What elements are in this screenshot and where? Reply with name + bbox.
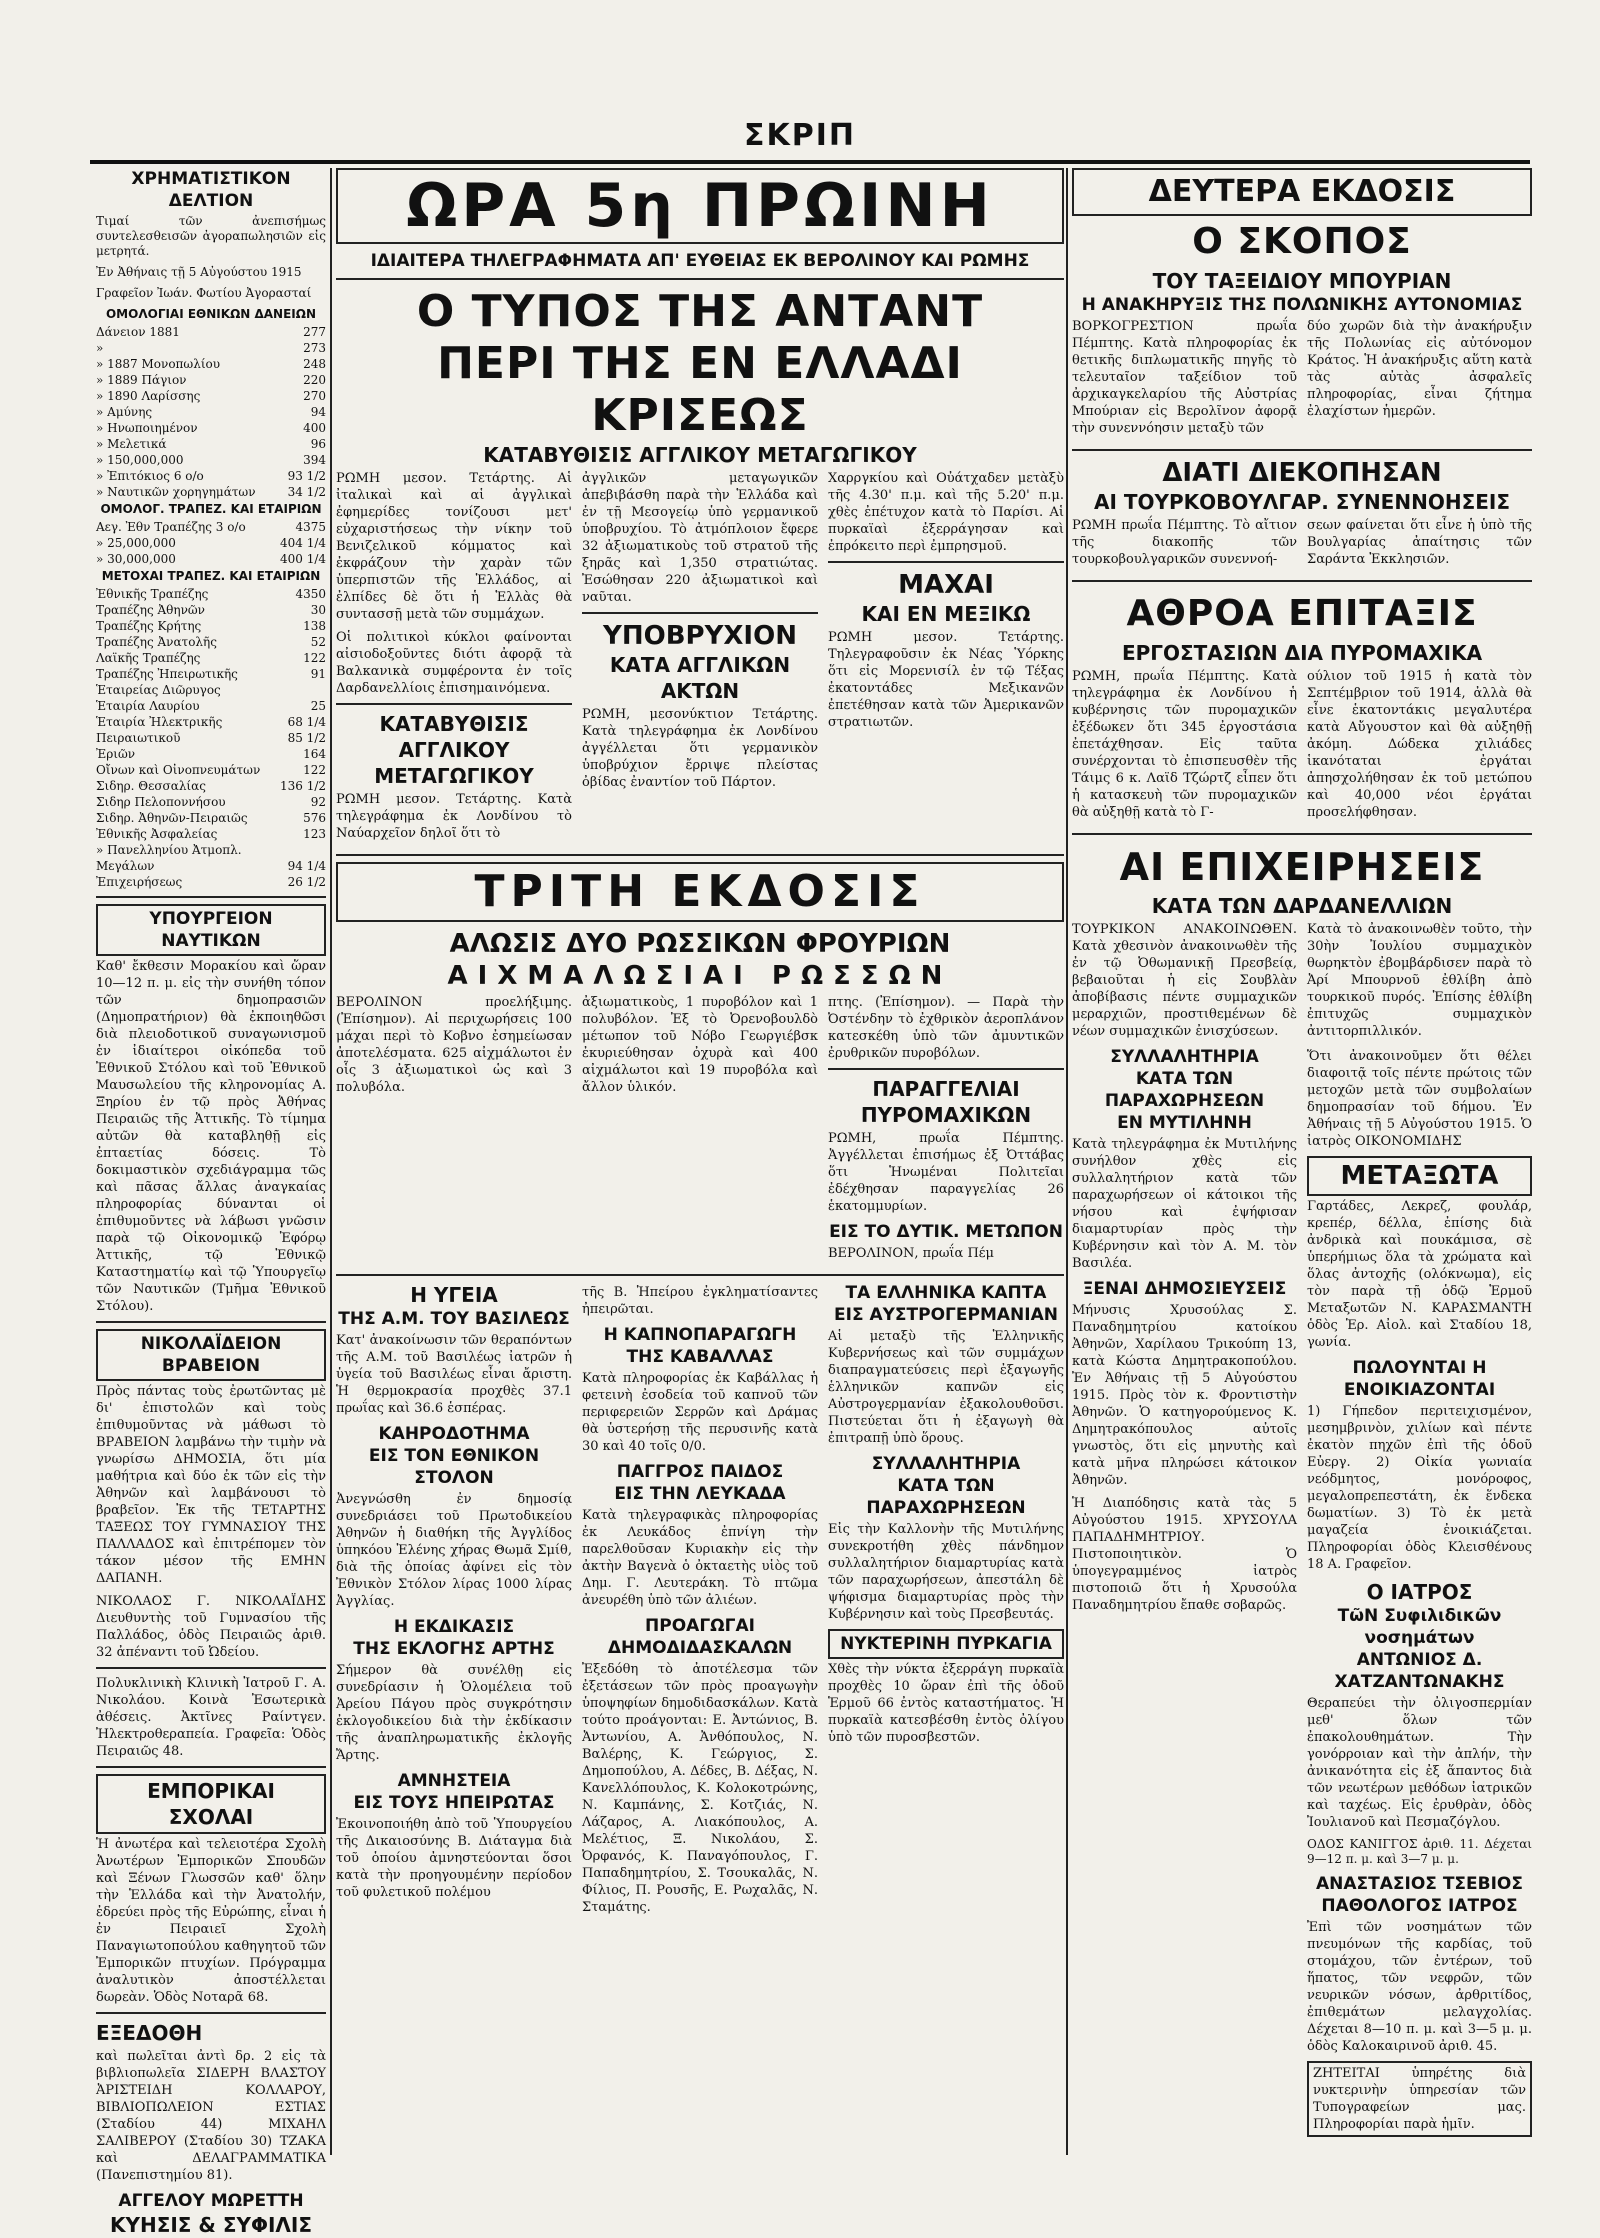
headline-nykteriini: ΝΥΚΤΕΡΙΝΗ ΠΥΡΚΑΓΙΑ (828, 1629, 1064, 1659)
table-row: Αεγ. Ἐθν Τραπέζης 3 ο/ο 4375 (96, 520, 326, 534)
headline-proagogai: ΠΡΟΑΓΩΓΑΙ (645, 1616, 755, 1636)
table-row: Ἐριῶν 164 (96, 747, 326, 761)
headline-paraggeliai2: ΠΥΡΟΜΑΧΙΚΩΝ (860, 1103, 1032, 1127)
article-text: Κατὰ τηλεγραφικὰς πληροφορίας ἐκ Λευκάδος ἐπνίγη τὴν παρελθοῦσαν Κυριακὴν εἰς τὴν ἀκτὴν Βαγενὰ ὁ ὀκταετὴς υἱὸς τοῦ Δημ. Γ. Λευτεράκη. Τὸ πτῶμα ἀνευρέθη ὑπὸ τῶν ἀλιέων. (582, 1508, 818, 1608)
article-text: ΡΩΜΗ, πρωΐα Πέμπτης. Κατὰ τηλεγράφημα ἐκ Λονδίνου ἡ κυβέρνησις τῶν πυρομαχικῶν ἐξέδωκεν ὅτι 345 ἐργοστάσια ἐπετάχθησαν. Εἰς ταῦτα συνέρχονται τὸ ἐπισπευσθὲν τῆς Τάιμς 6 κ. Λαϊδ Τζώρτζ εἶπεν ὅτι ἡ κατασκευὴ τῶν πυρομαχικῶν θὰ αὐξηθῇ κατὰ τὸ Γ- (1072, 669, 1297, 820)
schools-title: ΕΜΠΟΡΙΚΑΙ ΣΧΟΛΑΙ (96, 1774, 326, 1834)
headline-xenai: ΞΕΝΑΙ ΔΗΜΟΣΙΕΥΣΕΙΣ (1082, 1279, 1287, 1299)
article-text: Χαρργκίου καὶ Οὐάτχαδεν μετὰξὺ τῆς 4.30' π.μ. καὶ τῆς 5.20' π.μ. χθὲς ἐπέτυχον κατὰ τὸ Παρίσι. Αἱ πυρκαϊαὶ ἐξερράγησαν καὶ ἐπρόκειτο περὶ ἐμπρησμοῦ. (828, 471, 1064, 554)
ad-kyisis: ΚΥΗΣΙΣ & ΣΥΦΙΛΙΣ (109, 2213, 313, 2237)
headline-diati: ΔΙΑΤΙ ΔΙΕΚΟΠΗΣΑΝ (1162, 458, 1442, 488)
ad-angelou: ΑΓΓΕΛΟΥ ΜΩΡΕΤΤΗ (118, 2191, 304, 2211)
zitintai-ad: ΖΗΤΕΙΤΑΙ ὑπηρέτης διὰ νυκτερινὴν ὑπηρεσίαν τῶν Τυπογραφείων μας. Πληροφορίαι παρὰ ἡμῖν. (1307, 2061, 1532, 2137)
headline-syllalitiria: ΣΥΛΛΑΛΗΤΗΡΙΑ (871, 1454, 1021, 1474)
headline-kat2: ΚΑΤΑΒΥΘΙΣΙΣ ΑΓΓΛΙΚΟΥ ΜΕΤΑΓΩΓΙΚΟΥ (374, 712, 534, 788)
headline-ygeia: Η ΥΓΕΙΑ (410, 1283, 498, 1307)
headline-epixeiriseis: ΑΙ ΕΠΙΧΕΙΡΗΣΕΙΣ (1119, 845, 1485, 889)
table-row: » Πανελληνίου Ἀτμοπλ. (96, 843, 242, 857)
divider (582, 612, 818, 614)
banks-header: ΟΜΟΛΟΓ. ΤΡΑΠΕΖ. ΚΑΙ ΕΤΑΙΡΙΩΝ (100, 502, 322, 516)
bonds-table (96, 324, 326, 500)
masthead-title: ΣΚΡΙΠ (744, 118, 856, 153)
divider (96, 896, 326, 898)
headline-aixmalotoi: ΑΙΧΜΑΛΩΣΙΑΙ ΡΩΣΣΩΝ (447, 961, 953, 991)
headline-amnistia2: ΕΙΣ ΤΟΥΣ ΗΠΕΙΡΩΤΑΣ (353, 1793, 555, 1813)
headline-ekdikasis2: ΤΗΣ ΕΚΛΟΓΗΣ ΑΡΤΗΣ (353, 1639, 555, 1659)
article-text: ΡΩΜΗ, πρωΐα Πέμπτης. Ἀγγέλλεται ἐπισήμως ἐξ Ὀττάβας ὅτι Ἡνωμέναι Πολιτεῖαι ἐδέχθησαν παραγγελίας 26 ἑκατομμυρίων. (828, 1131, 1064, 1214)
prize-sign: ΝΙΚΟΛΑΟΣ Γ. ΝΙΚΟΛΑΪΔΗΣ Διευθυντὴς τοῦ Γυμνασίου τῆς Παλλάδος, ὁδὸς Πειραιῶς ἀριθ. 32 ἀπέναντι τοῦ Ὠδείου. (96, 1594, 326, 1660)
table-row: » 1889 Πάγιον 220 (96, 373, 326, 387)
prize-title: ΝΙΚΟΛΑΪΔΕΙΟΝ ΒΡΑΒΕΙΟΝ (96, 1329, 326, 1381)
article-epix (1072, 919, 1532, 1046)
navy-title: ΥΠΟΥΡΓΕΙΟΝ ΝΑΥΤΙΚΩΝ (96, 904, 326, 956)
column-center (336, 168, 1064, 2155)
article-text: ἀγγλικῶν μεταγωγικῶν ἀπεβιβάσθη παρὰ τὴν Ἑλλάδα καὶ ἐν τῇ Μεσογείῳ ὑπὸ γερμανικοῦ ὑποβρυχίου. Τὸ ἀτμόπλοιον ἔφερε 32 ἀξιωματικοὺς τοῦ στρατοῦ τῆς ξηρᾶς καὶ 1,350 στρατιώτας. Ἐσώθησαν 220 ἀξιωματικοὶ καὶ ναῦται. (582, 471, 818, 605)
article-text: Ἐκοινοποιήθη ἀπὸ τοῦ Ὑπουργείου τῆς Δικαιοσύνης Β. Διάταγμα διὰ τοῦ ὁποίου ἀμνηστεύονται ὅσοι κατὰ τὴν προηγουμένην περίοδον τοῦ φυλετικοῦ πολέμου (336, 1817, 572, 1900)
article-text: ΡΩΜΗ μεσον. Τετάρτης. Κατὰ τηλεγράφημα ἐκ Λονδίνου τὸ Ναύαρχεῖον δηλοῖ ὅτι τὸ (336, 792, 572, 841)
headline-ygeia2: ΤΗΣ Α.Μ. ΤΟΥ ΒΑΣΙΛΕΩΣ (338, 1309, 570, 1329)
divider (96, 1321, 326, 1323)
article-text: Κατ' ἀνακοίνωσιν τῶν θεραπόντων τῆς Α.Μ. τοῦ Βασιλέως ἰατρῶν ἡ ὑγεία τοῦ Βασιλέως εἶναι ἄριστη. Ἡ θερμοκρασία προχθὲς 37.1 πρωΐας καὶ 36.6 ἑσπέρας. (336, 1333, 572, 1416)
table-row: » Ηνωποιημένον 400 (96, 421, 326, 435)
divider (828, 561, 1064, 563)
article-text: Μήνυσις Χρυσούλας Σ. Παναδημητρίου κατοίκου Ἀθηνῶν, Χαρίλαου Τρικούπη 13, κατὰ Κώστα Δημητρακοπούλου. Ἐν Ἀθήναις τῇ 5 Αὐγούστου 1915. Πρὸς τὸν κ. Φροντιστὴν Ἀθηνῶν. Ὁ κατηγορούμενος Κ. Δημητρακόπουλος αὐτοῖς γνωστὸς, ὅτι εἰς μηνυτὴς καὶ κατὰ μῆνα πληρώσει κάτοικον Ἀθηνῶν. (1072, 1303, 1297, 1488)
headline-iatros2: ΤῶΝ Συφιλιδικῶν νοσημάτων (1337, 1606, 1502, 1648)
table-row: » Ναυτικῶν χορηγημάτων 34 1/2 (96, 485, 326, 499)
divider (96, 1766, 326, 1768)
divider (1072, 449, 1532, 451)
headline-deftera: ΔΕΥΤΕΡΑ ΕΚΔΟΣΙΣ (1072, 168, 1532, 216)
article-text: Κατὰ τηλεγράφημα ἐκ Μυτιλήνης συνήλθον χθὲς εἰς συλλαλητήριον κατὰ τῶν παραχωρήσεων οἱ κάτοικοι τῆς νήσου καὶ ἐψήφισαν διαμαρτυρίαν πρὸς τὴν Κυβέρνησιν καὶ τὸν Α. Μ. τὸν Βασιλέα. (1072, 1137, 1297, 1271)
article-diati (1072, 515, 1532, 574)
divider (336, 278, 1064, 280)
article-text: ΡΩΜΗ πρωΐα Πέμπτης. Τὸ αἴτιον τῆς διακοπῆς τῶν τουρκοβουλγαρικῶν συνεννοή- (1072, 518, 1297, 567)
table-row: » 30,000,000 400 1/4 (96, 552, 326, 566)
article-text: Οἱ πολιτικοὶ κύκλοι φαίνονται αἰσιοδοξοῦντες διότι ἀφορᾷ τὰ Βαλκανικὰ συμφέροντα ἐν τοῖς Δαρδανελλίοις ἐπισημαινόμενα. (336, 630, 572, 696)
headline-katavythisis: ΚΑΤΑΒΥΘΙΣΙΣ ΑΓΓΛΙΚΟΥ ΜΕΤΑΓΩΓΙΚΟΥ (483, 443, 917, 467)
table-row: Ἑταιρείας Διῶρυγος (96, 683, 221, 697)
article-alosis (336, 992, 1064, 1268)
article-text: ΒΕΡΟΛΙΝΟΝ, πρωΐα Πέμ (828, 1246, 994, 1261)
table-row: Πειραιωτικοῦ 85 1/2 (96, 731, 326, 745)
headline-taxidiou: ΤΟΥ ΤΑΞΕΙΔΙΟΥ ΜΠΟΥΡΙΑΝ (1152, 269, 1452, 293)
headline-syllal3b: ΚΑΤΑ ΤΩΝ ΠΑΡΑΧΩΡΗΣΕΩΝ (1104, 1069, 1265, 1111)
article-athroa (1072, 666, 1532, 827)
table-row: Σιδηρ. Ἀθηνῶν-Πειραιῶς 576 (96, 811, 326, 825)
column-rule-1 (330, 168, 332, 2155)
bonds-header: ΟΜΟΛΟΓΙΑΙ ΕΘΝΙΚΩΝ ΔΑΝΕΙΩΝ (105, 307, 317, 321)
table-row: » 1887 Μονοπωλίου 248 (96, 357, 326, 371)
article-text: ΒΟΡΚΟΓΡΕΣΤΙΟΝ πρωΐα Πέμπτης. Κατὰ πληροφορίας ἐκ θετικῆς διπλωματικῆς πηγῆς τὸ τελευταῖον ταξείδιον τοῦ ἀρχικαγκελαρίου τῆς Αὐστρίας Μπούριαν εἰς Βερολῖνον ἀφορᾷ τὴν συνεννόησιν μεταξὺ τῶν (1072, 319, 1297, 436)
headline-ypovr: ΥΠΟΒΡΥΧΙΟΝ (603, 621, 797, 651)
headline-skopos: Ο ΣΚΟΠΟΣ (1192, 221, 1412, 262)
article-text: δύο χωρῶν διὰ τὴν ἀνακήρυξιν τῆς Πολωνίας εἰς αὐτόνομον Κράτος. Ἡ ἀνακήρυξις αὕτη κατὰ τὰς αὐτὰς ἀσφαλεῖς πληροφορίας, εἶναι ζήτημα ἐλαχίστων ἡμερῶν. (1307, 319, 1532, 419)
table-row: Δάνειον 1881 277 (96, 325, 326, 339)
headline-syllalitiria2: ΚΑΤΑ ΤΩΝ ΠΑΡΑΧΩΡΗΣΕΩΝ (866, 1476, 1026, 1518)
table-row: Οἴνων καὶ Οἰνοπνευμάτων 122 (96, 763, 326, 777)
article-text: ΡΩΜΗ μεσον. Τετάρτης. Τηλεγραφοῦσιν ἐκ Νέας Ὑόρκης ὅτι εἰς Μορενισίλ ἐν τῷ Τέξας ἐκατοντάδες Μεξικανῶν ἐπετέθησαν κατὰ τῶν Ἀμερικανῶν στρατιωτῶν. (828, 630, 1064, 730)
table-row: Τραπέζης Ἠπειρωτικῆς 91 (96, 667, 326, 681)
table-row: Σιδηρ Πελοποννήσου 92 (96, 795, 326, 809)
headline-dardanellia: ΚΑΤΑ ΤΩΝ ΔΑΡΔΑΝΕΛΛΙΩΝ (1151, 894, 1453, 918)
article-text: Ἐπὶ τῶν νοσημάτων τῶν πνευμόνων τῆς καρδίας, τοῦ στομάχου, τῶν ἐντέρων, τοῦ ἥπατος, τῶν νεφρῶν, τῶν νευρικῶν νόσων, ἀρθριτίδος, ἐπιθεμάτων μελαγχολίας. Δέχεται 8—10 π. μ. καὶ 3—5 μ. μ. ὁδὸς Καλοκαιρινοῦ ἀριθ. 45. (1307, 1920, 1532, 2054)
banner-subheadline: ΙΔΙΑΙΤΕΡΑ ΤΗΛΕΓΡΑΦΗΜΑΤΑ ΑΠ' ΕΥΘΕΙΑΣ ΕΚ ΒΕΡΟΛΙΝΟΥ ΚΑΙ ΡΩΜΗΣ (370, 251, 1030, 271)
headline-iatros: Ο ΙΑΤΡΟΣ (1366, 1580, 1473, 1604)
headline-ergostasion: ΕΡΓΟΣΤΑΣΙΩΝ ΔΙΑ ΠΥΡΟΜΑΧΙΚΑ (1121, 641, 1483, 665)
headline-kapnos: Η ΚΑΠΝΟΠΑΡΑΓΩΓΗ (603, 1325, 797, 1345)
notice-text: Ὅτι ἀνακοινοῦμεν ὅτι θέλει διαφοιτᾷ τοῖς πέντε πρώτοις τῶν μετοχῶν μετὰ τῶν συμβολαίων δημοπρασίαν τοῦ δήμου. Ἐν Ἀθήναις τῇ 5 Αὐγούστου 1915. Ὁ ἰατρὸς ΟΙΚΟΝΟΜΙΔΗΣ (1307, 1049, 1532, 1149)
table-row: Λαϊκῆς Τραπέζης 122 (96, 651, 326, 665)
headline-triti: ΤΡΙΤΗ ΕΚΔΟΣΙΣ (336, 862, 1064, 922)
table-row: Ἑταιρία Ἠλεκτρικῆς 68 1/4 (96, 715, 326, 729)
headline-ellinika2: ΕΙΣ ΑΥΣΤΡΟΓΕΡΜΑΝΙΑΝ (834, 1305, 1058, 1325)
headline-dytik: ΕΙΣ ΤΟ ΔΥΤΙΚ. ΜΕΤΩΠΟΝ (829, 1222, 1063, 1242)
exchange-title: ΧΡΗΜΑΤΙΣΤΙΚΟΝ ΔΕΛΤΙΟΝ (131, 169, 291, 211)
divider (336, 854, 1064, 856)
navy-text: Καθ' ἔκθεσιν Μορακίου καὶ ὥραν 10—12 π. μ. εἰς τὴν συνήθη τόπον τῶν δημοπρασιῶν (Δημοπρατήριον) θὰ ἐκποιηθῶσι διὰ πλειοδοτικοῦ συναγωνισμοῦ ἐν ἰδιαίτεροι οἰκόπεδα τοῦ Ἐθνικοῦ Στόλου καὶ τοῦ Ἐθνικοῦ Μαυσωλείου τῆς κληρονομίας Α. Ξηρίου ἐν τῷ πρὸς Ἀθήνας Πειραιῶς τῆς Ἀττικῆς. Τὸ τίμημα αὐτῶν θὰ καταβληθῇ εἰς ἐπταετίας δόσεις. Τὸ δοκιμαστικὸν σχεδιάγραμμα τῶς καὶ πᾶσας ἄλλας ἀναγκαίας πληροφορίας δύνανται οἱ ἐπιθυμοῦντες νὰ λάβωσι γνῶσιν παρὰ τῷ Οἰκονομικῷ Ἐφόρῳ Ἀττικῆς, τῷ Ἐθνικῷ Καταστηματίῳ καὶ τῷ Ὑπουργεῖῳ τῶν Ναυτικῶν (Τμῆμα Ἐθνικοῦ Στόλου). (96, 959, 326, 1314)
headline-ellinika: ΤΑ ΕΛΛΗΝΙΚΑ ΚΑΠΤΑ (845, 1283, 1047, 1303)
headline-athroa: ΑΘΡΟΑ ΕΠΙΤΑΞΙΣ (1126, 593, 1478, 634)
article-text: ΡΩΜΗ μεσον. Τετάρτης. Αἱ ἰταλικαὶ καὶ αἱ ἀγγλικαὶ ἐφημερίδες τονίζουσι μετ' εὐχαριστήσεως τὴν νίκην τοῦ Βενιζελικοῦ κόμματος καὶ ἐκφράζουν τὴν χαρὰν τῶν ὑπερπιστῶν τῆς Ἑλλάδος, αἱ ἐλπίδες δὲ ὅτι ἡ Ἑλλὰς θὰ συντασσῇ μετὰ τῶν συμμάχων. (336, 471, 572, 622)
exodus-text: καὶ πωλεῖται ἀντὶ δρ. 2 εἰς τὰ βιβλιοπωλεῖα ΣΙΔΕΡΗ ΒΛΑΣΤΟΥ ἈΡΙΣΤΕΙΔΗ ΚΟΛΛΑΡΟΥ, ΒΙΒΛΙΟΠΩΛΕΙΟΝ ΕΣΤΙΑΣ (Σταδίου 44) ΜΙΧΑΗΛ ΣΑΛΙΒΕΡΟΥ (Σταδίου 30) ΤΖΑΚΑ καὶ ΔΕΛΑΓΡΑΜΜΑΤΙΚΑ (Πανεπιστημίου 81). (96, 2049, 326, 2183)
headline-poloyntai: ΠΩΛΟΥΝΤΑΙ Η ΕΝΟΙΚΙΑΖΟΝΤΑΙ (1343, 1358, 1496, 1400)
article-text: Σήμερον θὰ συνέλθῃ εἰς συνεδρίασιν ἡ Ὁλομέλεια τοῦ Ἀρείου Πάγου πρὸς συγκρότησιν ἐκλογοδικείου διὰ τὴν ἐκδίκασιν τῆς ἀναπληρωματικῆς ἐκλογῆς Ἄρτης. (336, 1663, 572, 1763)
article-text: ἀξιωματικοὺς, 1 πυροβόλον καὶ 1 πολυβόλον. Ἐξ τὸ Ὀρενοβουλδὸ μέτωπον τοῦ Νόβο Γεωργιέβσκ ἐκυριεύθησαν ὀχυρὰ καὶ 400 αἰχμάλωτοι καὶ 19 πυροβόλα καὶ ἄλλον ὑλικόν. (582, 995, 818, 1095)
headline-metaxota: ΜΕΤΑΞΩΤΑ (1307, 1156, 1532, 1196)
table-row: » 1890 Λαρίσσης 270 (96, 389, 326, 403)
column-left (96, 168, 326, 2237)
table-row: Ἐθνικῆς Ἀσφαλείας 123 (96, 827, 326, 841)
headline-kapnos2: ΤΗΣ ΚΑΒΑΛΛΑΣ (626, 1347, 774, 1367)
exchange-date: Ἐν Ἀθήναις τῇ 5 Αὐγούστου 1915 (96, 265, 302, 279)
article-text: Ἀνεγνώσθη ἐν δημοσίᾳ συνεδριάσει τοῦ Πρωτοδικείου Ἀθηνῶν ἡ διαθήκη τῆς Ἀγγλίδος ὑπηκόου Ἐλένης χήρας Θωμᾶ Σμίθ, διὰ τῆς ὁποίας ἀφίνει εἰς τὸν Ἐθνικὸν Στόλον λίρας 1000 λίρας Ἀγγλίας. (336, 1492, 572, 1609)
divider (96, 1667, 326, 1669)
table-row: » Μελετικά 96 (96, 437, 326, 451)
column-right (1072, 168, 1532, 2155)
divider (1072, 833, 1532, 835)
article-text: τῆς Β. Ἠπείρου ἐγκληματίσαντες ἠπειρῶται. (582, 1285, 818, 1317)
table-row: Τραπέζης Ἀνατολῆς 52 (96, 635, 326, 649)
banks-table (96, 519, 326, 567)
article-text: Θεραπεύει τὴν ὀλιγοσπερμίαν μεθ' ὅλων τῶν ἐπακολουθημάτων. Τὴν γονόρροιαν καὶ τὴν ἀπλήν, τὴν ἀνικανότητα εἰς ἐξ ἅπαντος διὰ τῶν νεωτέρων μεθόδων ἰατρικῶν καὶ ταχέως. Εἰς ἐρυθρὰν, ὁδὸς Ἰουλιανοῦ καὶ Πεσμαζόγλου. (1307, 1696, 1532, 1830)
article-text: ΤΟΥΡΚΙΚΟΝ ΑΝΑΚΟΙΝΩΘΕΝ. Κατὰ χθεσινὸν ἀνακοινωθὲν τῆς ἐν τῷ Ὀθωμανικῇ Πρεσβείᾳ, βεβαιοῦται ἡ εἰς Σουβλὰν ἀποβίβασις πέντε συμμαχικῶν μεραρχιῶν, προστιθεμένων δὲ νέων συμμαχικῶν ἐνισχύσεων. (1072, 922, 1297, 1039)
article-text: ΡΩΜΗ, μεσονύκτιον Τετάρτης. Κατὰ τηλεγράφημα ἐκ Λονδίνου ἀγγέλλεται ὅτι γερμανικὸν ὑποβρύχιον ἔρριψε πλείστας ὀβίδας ἐναντίον τοῦ Πάρτον. (582, 707, 818, 790)
table-row: Μεγάλων 94 1/4 (96, 859, 326, 873)
shares-table (96, 586, 326, 890)
article-text: 1) Γήπεδον περιτειχισμένον, μεσημβρινὸν, χιλίων καὶ πέντε ἐκατὸν πηχῶν ἐπὶ τῆς ὁδοῦ Εὐεργ. 2) Οἰκία γωνιαία νεόδμητος, μονόροφος, μεγαλοπρεπεστάτη, ἐκ ἕνδεκα δωματίων. 3) Τὸ ἐκ μετὰ μαγαζεία ἐνοικιάζεται. Πληροφορίαι ὁδὸς Κλεισθένους 18 Α. Γραφεῖον. (1307, 1404, 1532, 1572)
table-row: » 25,000,000 404 1/4 (96, 536, 326, 550)
headline-tsebios: ΑΝΑΣΤΑΣΙΟΣ ΤΣΕΒΙΟΣ (1316, 1874, 1523, 1894)
divider (336, 1274, 1064, 1276)
table-row: Τραπέζης Ἀθηνῶν 30 (96, 603, 326, 617)
lower-right-articles (1072, 1046, 1532, 2143)
table-row: » Αμύνης 94 (96, 405, 326, 419)
headline-kanonio2: ΕΙΣ ΤΟΝ ΕΘΝΙΚΟΝ ΣΤΟΛΟΝ (368, 1446, 540, 1488)
headline-pagvros: ΠΑΓΓΡΟΣ ΠΑΙΔΟΣ (616, 1462, 784, 1482)
headline-tsebios2: ΠΑΘΟΛΟΓΟΣ ΙΑΤΡΟΣ (1321, 1896, 1518, 1916)
article-text: Ἡ Διαπόδησις κατὰ τὰς 5 Αὐγούστου 1915. ΧΡΥΣΟΥΛΑ ΠΑΠΑΔΗΜΗΤΡΙΟΥ. Πιστοποιητικὸν. Ὁ ὑπογεγραμμένος ἰατρὸς πιστοποιῶ ὅτι ἡ Χρυσούλα Παναδημητρίου ἔπαθε σοβαρῶς. (1072, 1496, 1297, 1613)
article-text: σεων φαίνεται ὅτι εἶνε ἡ ὑπὸ τῆς Βουλγαρίας ἀπαίτησις τῶν Σαράντα Ἐκκλησιῶν. (1307, 518, 1532, 567)
divider (336, 703, 572, 705)
exchange-intro: Τιμαί τῶν ἀνεπισήμως συντελεσθεισῶν ἀγοραπωλησιῶν εἰς μετρητά. (96, 214, 326, 258)
table-row: » 150,000,000 394 (96, 453, 326, 467)
article-text: Αἱ μεταξὺ τῆς Ἑλληνικῆς Κυβερνήσεως καὶ τῶν συμμάχων διαπραγματεύσεις περὶ ἐξαγωγῆς ἑλληνικῶν καπνῶν εἰς Αὐστρογερμανίαν ἐξακολουθοῦσι. Πιστεύεται ὅτι ἡ ἐξαγωγὴ θὰ ἐπιτραπῇ ὑπὸ ὅρους. (828, 1329, 1064, 1446)
table-row: Σιδηρ. Θεσσαλίας 136 1/2 (96, 779, 326, 793)
table-row: Ἐπιχειρήσεως 26 1/2 (96, 875, 326, 889)
headline-typos: Ο ΤΥΠΟΣ ΤΗΣ ΑΝΤΑΝΤ (416, 286, 984, 337)
lower-articles (336, 1282, 1064, 1922)
iatros-address: ΟΔΟΣ ΚΑΝΙΓΓΟΣ ἀριθ. 11. Δέχεται 9—12 π. μ. καὶ 3—7 μ. μ. (1307, 1837, 1532, 1866)
article-text: Ἐξεδόθη τὸ ἀποτέλεσμα τῶν ἐξετάσεων τῶν πρὸς προαγωγὴν ὑποψηφίων δημοδιδασκάλων. Κατὰ τούτο προάγονται: Ε. Ἀντώνιος, Β. Ἀντωνίου, Α. Ἀνθόπουλος, Ν. Βαλέρης, Κ. Γεώργιος, Σ. Δημοπούλου, Α. Δέδες, Β. Δέξας, Ν. Κανελλόπουλος, Κ. Κολοκοτρώνης, Ν. Καμπάνης, Σ. Κοτζιάς, Ν. Λάζαρος, Α. Λιακόπουλος, Α. Μελέτιος, Ξ. Νικολάου, Σ. Ὀρφανός, Κ. Παναγόπουλος, Γ. Παπαδημητρίου, Σ. Τσουκαλᾶς, Ν. Φίλιος, Π. Ρουσῆς, Ε. Ρωχαλᾶς, Ν. Σταμάτης. (582, 1662, 818, 1915)
column-rule-2 (1066, 168, 1068, 2155)
article-text: Κατὰ πληροφορίας ἐκ Καβάλλας ἡ φετεινὴ ἐσοδεία τοῦ καπνοῦ τῶν περιφερειῶν Σερρῶν καὶ Δράμας θὰ ὑστερήσῃ τῆς περυσινῆς κατὰ 30 καὶ 40 τοῖς 0/0. (582, 1371, 818, 1454)
headline-amnistia: ΑΜΝΗΣΤΕΙΑ (397, 1771, 511, 1791)
schools-text: Ἡ ἀνωτέρα καὶ τελειοτέρα Σχολὴ Ἀνωτέρων Ἐμπορικῶν Σπουδῶν καὶ Ξένων Γλωσσῶν καθ' ὅλην τὴν Ἑλλάδα καὶ τὴν Ἀνατολήν, ἐδρεύει πρὸς τῆς Εὐρώπης, εἶναι ἡ ἐν Πειραιεῖ Σχολὴ Παναγιωτοπούλου καθηγητοῦ τῶν Ἐμπορικῶν πτυχίων. Πρόγραμμα ἀναλυτικὸν ἀποστέλλεται δωρεὰν. Ὁδὸς Νοταρᾶ 68. (96, 1837, 326, 2005)
article-text: Εἰς τὴν Καλλονὴν τῆς Μυτιλήνης συνεκροτήθη χθὲς πάνδημον συλλαλητήριον διαμαρτυρίας κατὰ τῶν παραχωρήσεων, ἀπεστάλη δὲ ψήφισμα διαμαρτυρίας πρὸς τὴν Κυβέρνησιν καὶ τοὺς Πρεσβευτάς. (828, 1522, 1064, 1622)
headline-syllal3c: ΕΝ ΜΥΤΙΛΗΝΗ (1117, 1113, 1252, 1133)
table-row: Ἑταιρία Λαυρίου 25 (96, 699, 326, 713)
headline-maxai: ΜΑΧΑΙ (898, 570, 994, 600)
headline-anakiryxis: Η ΑΝΑΚΗΡΥΞΙΣ ΤΗΣ ΠΟΛΩΝΙΚΗΣ ΑΥΤΟΝΟΜΙΑΣ (1081, 295, 1523, 315)
headline-maxai2: ΚΑΙ ΕΝ ΜΕΞΙΚΩ (861, 602, 1031, 626)
headline-syllal3: ΣΥΛΛΑΛΗΤΗΡΙΑ (1110, 1047, 1259, 1067)
table-row: » 273 (96, 341, 326, 355)
article-text: πτης. (Ἐπίσημον). — Παρὰ τὴν Ὀστένδην τὸ ἐχθρικὸν ἀεροπλάνον κατεσκέθη ὑπὸ τῶν ἀμυντικῶν ἐρυθρικῶν πυροβόλων. (828, 995, 1064, 1061)
banner-headline: ΩΡΑ 5η ΠΡΩΙΝΗ (336, 168, 1064, 244)
headline-ekdikasis: Η ΕΚΔΙΚΑΣΙΣ (393, 1617, 515, 1637)
exchange-office: Γραφεῖον Ἰωάν. Φωτίου Ἀγορασταί (96, 286, 312, 300)
headline-iatros3: ΑΝΤΩΝΙΟΣ Δ. ΧΑΤΖΑΝΤΩΝΑΚΗΣ (1334, 1650, 1505, 1692)
table-row: » Ἐπιτόκιος 6 ο/ο 93 1/2 (96, 469, 326, 483)
headline-alosis: ΑΛΩΣΙΣ ΔΥΟ ΡΩΣΣΙΚΩΝ ΦΡΟΥΡΙΩΝ (449, 929, 951, 959)
article-skopos (1072, 316, 1532, 443)
headline-ypovr2: ΚΑΤΑ ΑΓΓΛΙΚΩΝ ΑΚΤΩΝ (609, 653, 791, 703)
headline-proagogai2: ΔΗΜΟΔΙΔΑΣΚΑΛΩΝ (607, 1638, 793, 1658)
article-text: Γαρτάδες, Λεκρεζ, φουλάρ, κρεπέρ, δέλλα, ἐπίσης διὰ ἀνδρικὰ καὶ πουκάμισα, σὲ ὑπερήμιως ὅλα τὰ χρώματα καὶ ὅλας ἀντοχῆς (ολόκνωμα), εἰς τὸν παρὰ τῇ ὁδῷ Ἑρμοῦ Μεταξωτῶν Ν. ΚΑΡΑΣΜΑΝΤΗ ὁδὸς Ἑρ. Αἰολ. καὶ Σταδίου 18, γωνία. (1307, 1199, 1532, 1350)
article-text: ΒΕΡΟΛΙΝΟΝ προελήξιμης. (Ἐπίσημον). Αἱ περιχωρήσεις 100 μάχαι περὶ τὸ Κοβνο ἐσημείωσαν ἀποτελέσματα. 625 αἰχμάλωτοι ἐν οἷς 3 ἀξιωματικοὶ ὡς καὶ 3 πολυβόλα. (336, 995, 572, 1095)
headline-paraggeliai: ΠΑΡΑΓΓΕΛΙΑΙ (872, 1077, 1020, 1101)
headline-krisis: ΠΕΡΙ ΤΗΣ ΕΝ ΕΛΛΑΔΙ ΚΡΙΣΕΩΣ (437, 338, 963, 441)
clinic-text: Πολυκλινικὴ Κλινικὴ Ἰατροῦ Γ. Α. Νικολάου. Κοινὰ Ἐσωτερικὰ ἀθέσεις. Ἀκτῖνες Ραίντγεν. Ἠλεκτροθεραπεία. Γραφεῖα: Ὁδὸς Πειραιῶς 48. (96, 1676, 326, 1759)
table-row: Τραπέζης Κρήτης 138 (96, 619, 326, 633)
headline-kanonio: ΚΑΗΡΟΔΟΤΗΜΑ (378, 1424, 530, 1444)
article-typos (336, 468, 1064, 848)
divider (96, 2012, 326, 2014)
shares-header: ΜΕΤΟΧΑΙ ΤΡΑΠΕΖ. ΚΑΙ ΕΤΑΙΡΙΩΝ (101, 569, 321, 583)
table-row: Ἐθνικῆς Τραπέζης 4350 (96, 587, 326, 601)
divider (1072, 580, 1532, 582)
headline-tourkovoulg: ΑΙ ΤΟΥΡΚΟΒΟΥΛΓΑΡ. ΣΥΝΕΝΝΟΗΣΕΙΣ (1093, 490, 1510, 514)
exodus-title: ΕΞΕΔΟΘΗ (96, 2021, 203, 2045)
top-rule (90, 160, 1530, 164)
divider (828, 1068, 1064, 1070)
article-text: ούλιον τοῦ 1915 ἡ κατὰ τὸν Σεπτέμβριον τοῦ 1914, ἀλλὰ θὰ εἶνε ἑκατοντάκις μεγαλυτέρα κατὰ Αὔγουστον καὶ θὰ αὐξηθῇ ἀκόμη. Δώδεκα χιλιάδες ἱκανόταται ἐργάται ἀπησχολήθησαν ἐκ τοῦ μετώπου καὶ 40,000 νέοι ἐργάται προσελήφθησαν. (1307, 669, 1532, 820)
headline-pagvros2: ΕΙΣ ΤΗΝ ΛΕΥΚΑΔΑ (614, 1484, 786, 1504)
article-text: Κατὰ τὸ ἀνακοινωθὲν τοῦτο, τὴν 30ὴν Ἰουλίου συμμαχικὸν θωρηκτὸν ἐβομβάρδισεν παρὰ τὸ Ἀρί Μπουρνοῦ ἐθλίβη ἀπὸ τουρκικοῦ πυρός. Ἐπίσης ἐθλίβη ἐπιτυχῶς συμμαχικὸν ἀντιτορπιλλικόν. (1307, 922, 1532, 1039)
article-text: Χθὲς τὴν νύκτα ἐξερράγη πυρκαϊὰ προχθὲς 10 ὥραν ἐπὶ τῆς ὁδοῦ Ἑρμοῦ 66 ἐντὸς καταστήματος. Ἡ πυρκαϊὰ κατεσβέσθη ἐντὸς ὀλίγου ὑπὸ τῶν πυροσβεστῶν. (828, 1662, 1064, 1745)
prize-text: Πρὸς πάντας τοὺς ἐρωτῶντας μὲ δι' ἐπιστολῶν καὶ τοὺς ἐπιθυμοῦντας νὰ μάθωσι τὸ ΒΡΑΒΕΙΟΝ λαμβάνω τὴν τιμὴν νὰ γνωρίσω ΔΗΜΟΣΙΑ, ὅτι μία μαθήτρια καὶ δύο ἐκ τῶν εἰς τὴν Ἀθηνῶν καὶ λαμβάνουσι τὸ βραβεῖον. Ἐκ τῆς ΤΕΤΑΡΤΗΣ ΤΑΞΕΩΣ ΤΟΥ ΓΥΜΝΑΣΙΟΥ ΤΗΣ ΠΑΛΛΑΔΟΣ καὶ ἐπιτρέπομεν τὸν τάκον μέσον τῆς ΕΜΗΝ ΔΑΠΑΝΗ. (96, 1384, 326, 1586)
